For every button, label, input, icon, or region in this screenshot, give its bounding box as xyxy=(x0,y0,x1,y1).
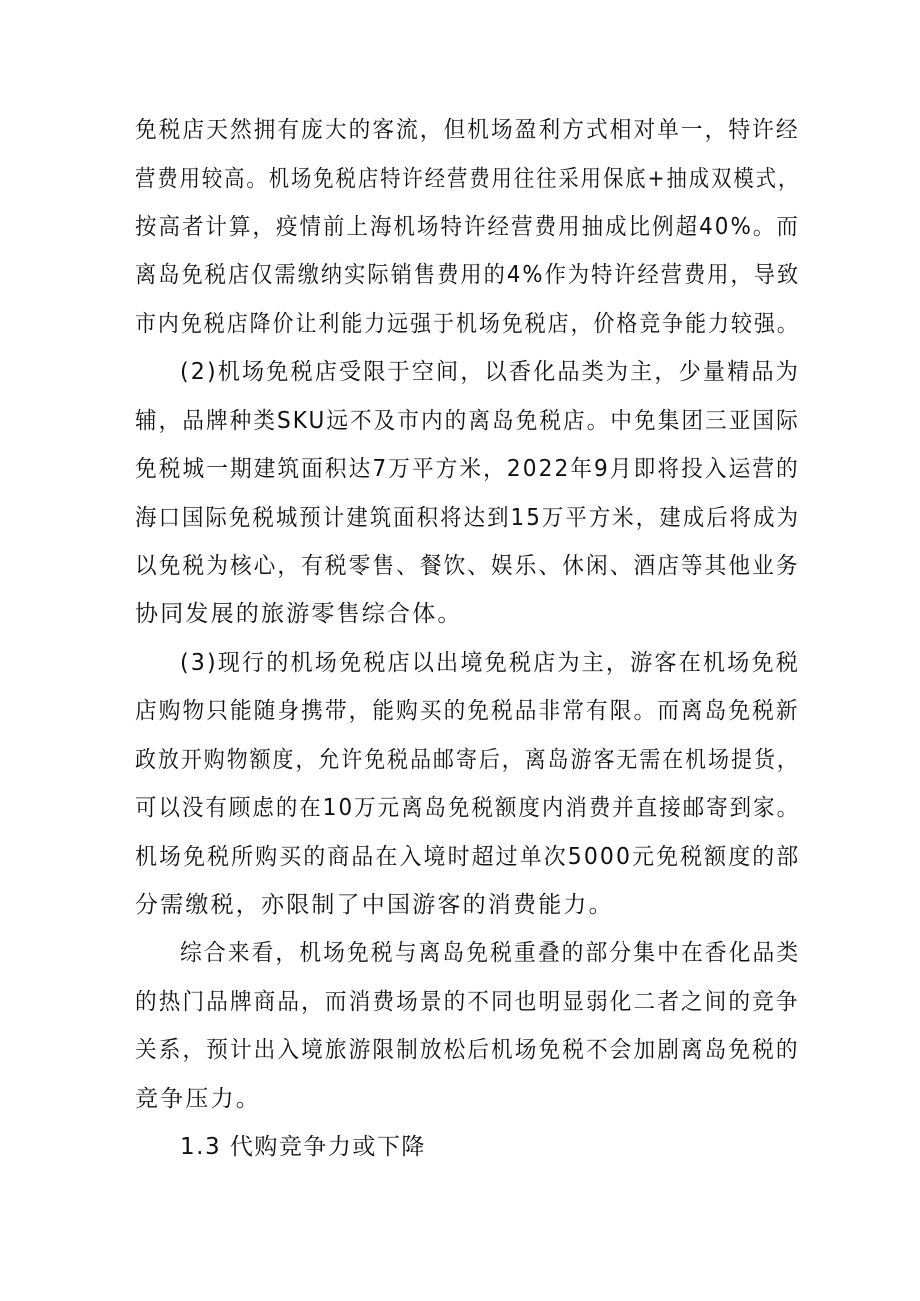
paragraph-3-line-6: 分需缴税，亦限制了中国游客的消费能力。 xyxy=(135,892,614,918)
paragraph-3-line-3: 政放开购物额度，允许免税品邮寄后，离岛游客无需在机场提货， xyxy=(135,747,800,773)
paragraph-2-line-1: (2)机场免税店受限于空间，以香化品类为主，少量精品为 xyxy=(180,359,800,385)
paragraph-3-line-5: 机场免税所购买的商品在入境时超过单次5000元免税额度的部 xyxy=(135,844,801,870)
paragraph-1-line-2: 营费用较高。机场免税店特许经营费用往往采用保底+抽成双模式， xyxy=(135,166,801,192)
paragraph-2-line-4: 海口国际免税城预计建筑面积将达到15万平方米，建成后将成为 xyxy=(135,505,801,531)
paragraph-2-line-2: 辅，品牌种类SKU远不及市内的离岛免税店。中免集团三亚国际 xyxy=(135,408,800,434)
paragraph-4-line-1: 综合来看，机场免税与离岛免税重叠的部分集中在香化品类 xyxy=(180,940,801,966)
paragraph-1-line-1: 免税店天然拥有庞大的客流，但机场盈利方式相对单一，特许经 xyxy=(135,117,800,143)
paragraph-3-line-4: 可以没有顾虑的在10万元离岛免税额度内消费并直接邮寄到家。 xyxy=(135,795,801,821)
paragraph-3-line-1: (3)现行的机场免税店以出境免税店为主，游客在机场免税 xyxy=(180,650,800,676)
paragraph-4-line-4: 竞争压力。 xyxy=(135,1086,261,1112)
paragraph-2-line-3: 免税城一期建筑面积达7万平方米，2022年9月即将投入运营的 xyxy=(135,456,800,482)
paragraph-4-line-2: 的热门品牌商品，而消费场景的不同也明显弱化二者之间的竞争 xyxy=(135,989,800,1015)
paragraph-1-line-4: 离岛免税店仅需缴纳实际销售费用的4%作为特许经营费用，导致 xyxy=(135,262,801,288)
paragraph-1-line-3: 按高者计算，疫情前上海机场特许经营费用抽成比例超40%。而 xyxy=(135,214,800,240)
paragraph-1-line-5: 市内免税店降价让利能力远强于机场免税店，价格竞争能力较强。 xyxy=(135,311,800,337)
paragraph-2-line-6: 协同发展的旅游零售综合体。 xyxy=(135,601,463,627)
paragraph-2-line-5: 以免税为核心，有税零售、餐饮、娱乐、休闲、酒店等其他业务 xyxy=(135,553,800,579)
paragraph-4-line-3: 关系，预计出入境旅游限制放松后机场免税不会加剧离岛免税的 xyxy=(135,1037,800,1063)
section-heading: 1.3 代购竞争力或下降 xyxy=(180,1134,426,1160)
paragraph-3-line-2: 店购物只能随身携带，能购买的免税品非常有限。而离岛免税新 xyxy=(135,698,800,724)
